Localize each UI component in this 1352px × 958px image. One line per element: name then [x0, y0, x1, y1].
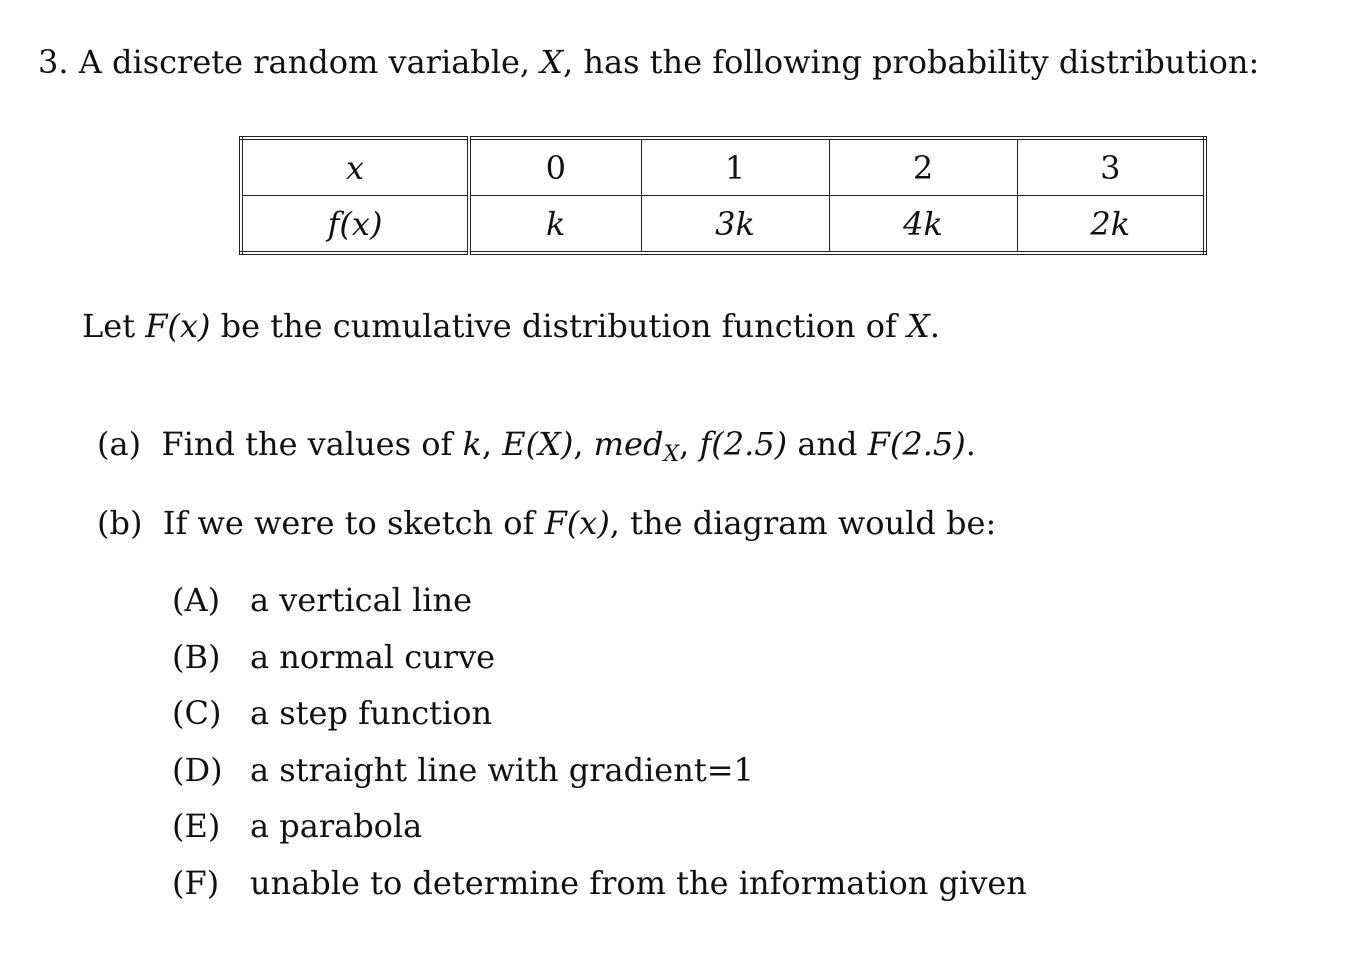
table-cell: 2k [1017, 196, 1205, 254]
table-cell: k [469, 196, 641, 254]
probability-distribution-table [239, 136, 1207, 255]
part-a: (a) Find the values of k, E(X), med$_X$, f(2.5) and F(2.5). [97, 425, 976, 467]
option-letter: (C) [172, 694, 222, 732]
variable-x: X [540, 43, 564, 81]
option-text: a step function [250, 694, 493, 732]
table-header-x: x [241, 138, 469, 196]
option-e[interactable] [172, 806, 1027, 863]
cdf-symbol: F(x) [145, 307, 211, 345]
option-letter: (B) [172, 637, 221, 676]
option-text: a parabola [250, 807, 423, 845]
option-letter: (F) [172, 863, 220, 902]
table-row-fx [241, 196, 1205, 254]
option-c[interactable] [172, 693, 1027, 750]
table-row-x [241, 138, 1205, 196]
option-text: a vertical line [250, 581, 473, 619]
option-b[interactable] [172, 637, 1027, 694]
answer-options [172, 580, 1027, 919]
question-intro: 3. A discrete random variable, X, has the following probability distribution: [38, 43, 1260, 81]
table-cell: 4k [829, 196, 1017, 254]
variable-x: X [907, 307, 930, 345]
option-letter: (D) [172, 750, 223, 789]
option-text: a normal curve [250, 637, 496, 676]
cdf-definition: Let F(x) be the cumulative distribution function of X. [82, 307, 940, 345]
option-letter: (A) [172, 581, 221, 619]
part-b: (b) If we were to sketch of F(x), the diagram would be: [97, 504, 997, 542]
option-d[interactable] [172, 750, 1027, 807]
option-f[interactable] [172, 863, 1027, 920]
table-cell: 0 [469, 138, 641, 196]
question-number: 3. [38, 43, 69, 81]
option-a[interactable] [172, 580, 1027, 637]
table-cell: 3k [641, 196, 829, 254]
table-cell: 1 [641, 138, 829, 196]
option-letter: (E) [172, 807, 221, 845]
part-a-label: (a) [97, 425, 142, 463]
part-b-label: (b) [97, 504, 143, 542]
table-cell: 3 [1017, 138, 1205, 196]
option-text: unable to determine from the information given [250, 863, 1027, 902]
option-text: a straight line with gradient=1 [250, 750, 754, 789]
table-header-fx: f(x) [241, 196, 469, 254]
table-cell: 2 [829, 138, 1017, 196]
